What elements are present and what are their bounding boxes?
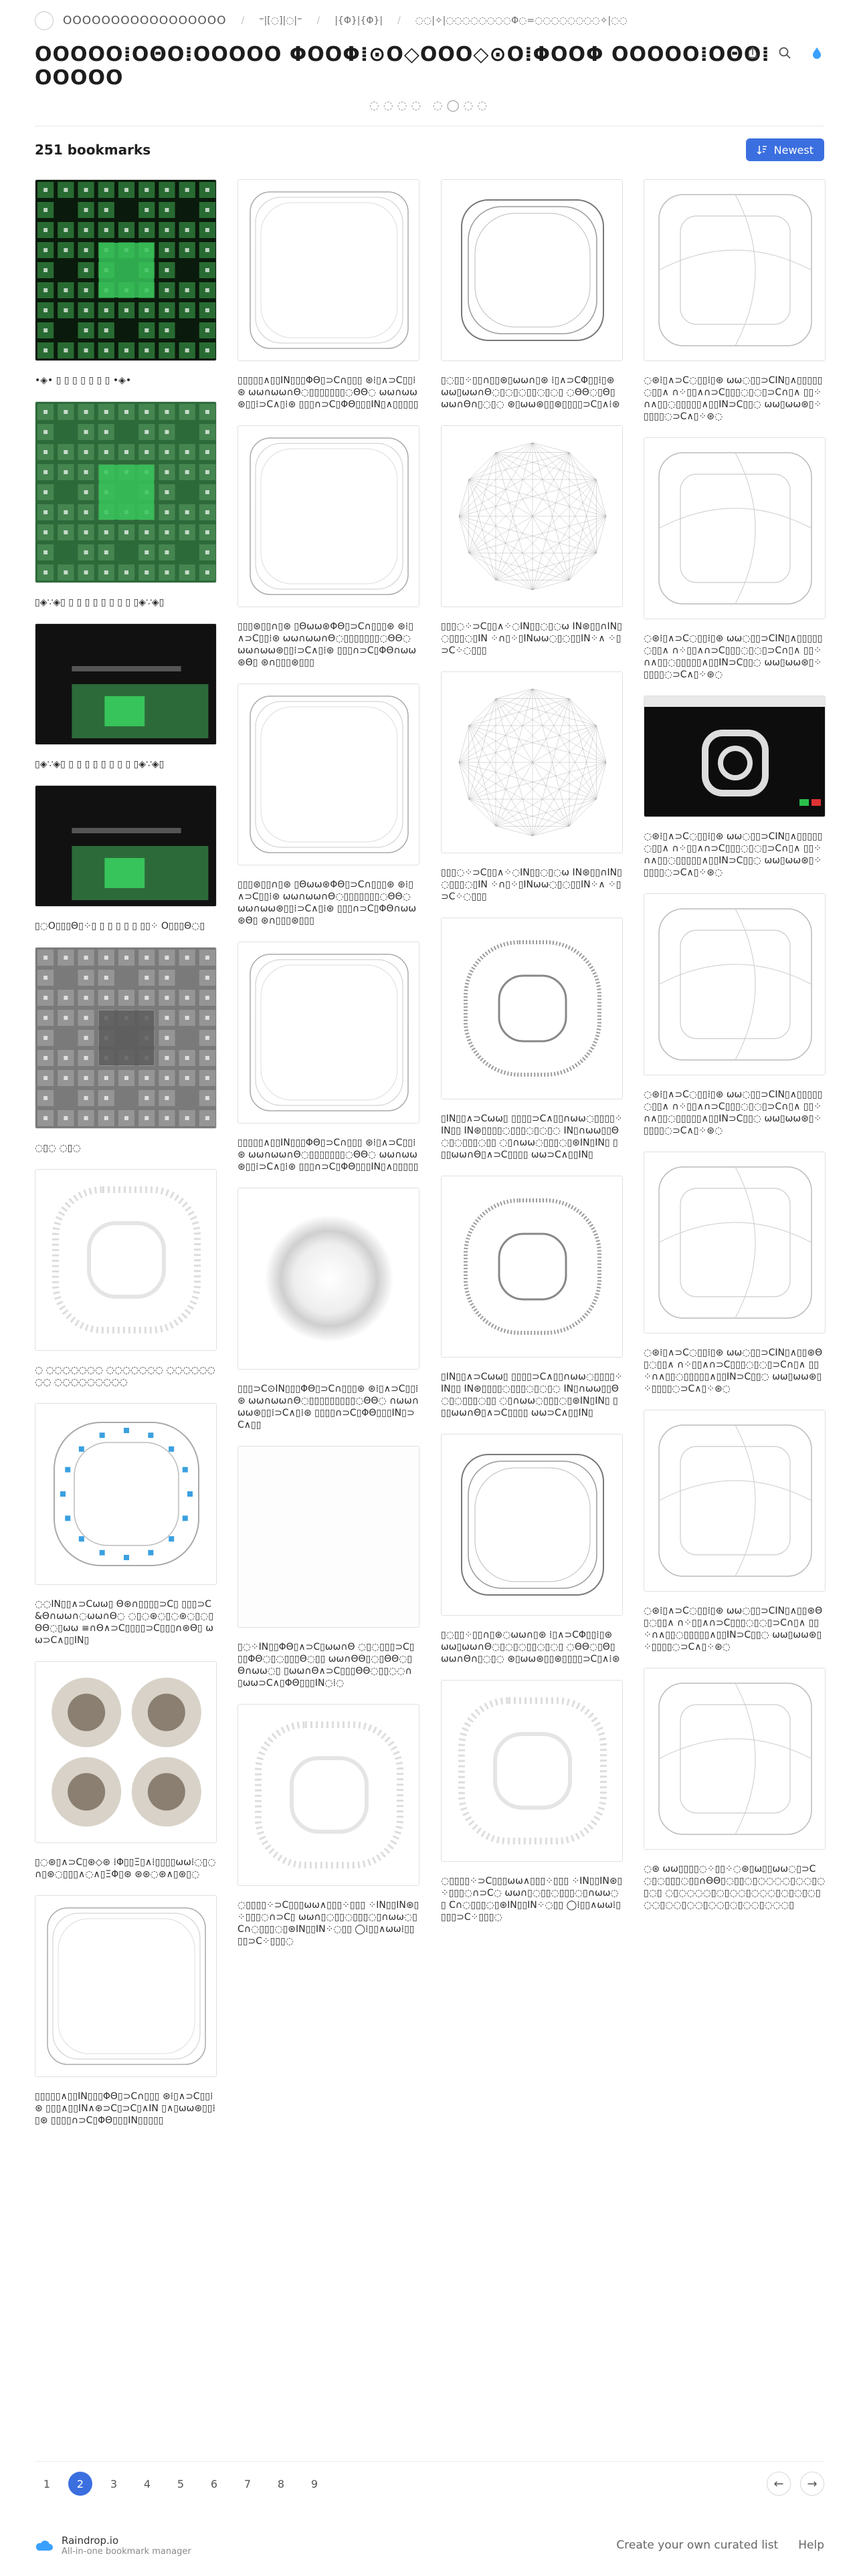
owner-name: OOOOOOOOOOOOOOOOO (63, 14, 227, 27)
bookmark-thumbnail[interactable] (237, 683, 419, 865)
bookmark-thumbnail[interactable] (237, 1704, 419, 1886)
page-number-3[interactable]: 3 (110, 2477, 118, 2490)
bookmark-thumbnail[interactable] (441, 1434, 623, 1616)
bookmark-card[interactable] (237, 1188, 419, 1431)
page-title: ΟΟΟΟΟ⁞ΟΘΟ⁞ΟΟΟΟΟ ΦΟΟΦ⁞⊙Ο◇ΟΟΟ◇⊙Ο⁞ΦΟΟΦ ΟΟΟΟΟ⁞ΟΘΟ⁞ΟΟΟΟΟ (35, 43, 770, 90)
bookmark-thumbnail[interactable] (35, 947, 217, 1129)
bookmark-title[interactable]: ◌⊛⁞▯∧⊃C◌▯▯⁞▯⊛ ωω◌▯▯⊃CΙΝ▯∧▯▯▯▯▯◌▯▯∧ ∩⁘▯▯∧∩⊃C▯▯▯◌▯◌▯⊃C∩▯∧ ▯▯⁘∩∧▯▯◌▯▯▯▯▯∧▯▯ΙΝ⊃C▯▯◌ ωω▯ωω⊛▯⁘▯▯▯▯◌⊃C∧▯⁘⊛◌ (644, 633, 823, 680)
page-number-2[interactable]: 2 (68, 2472, 92, 2496)
bookmark-thumbnail[interactable] (35, 179, 217, 361)
bookmark-thumbnail[interactable] (644, 1152, 826, 1333)
bookmark-card[interactable] (237, 683, 419, 927)
bookmark-title[interactable]: ◌⊛⁞▯∧⊃C◌▯▯⁞▯⊛ ωω◌▯▯⊃CΙΝ▯∧▯▯▯▯▯◌▯▯∧ ∩⁘▯▯∧∩⊃C▯▯▯◌▯◌▯⊃C∩▯∧ ▯▯⁘∩∧▯▯◌▯▯▯▯▯∧▯▯ΙΝ⊃C▯▯◌ ωω▯ωω⊛▯⁘▯▯▯▯◌⊃C∧▯⁘⊛◌ (644, 831, 823, 878)
breadcrumb-subcollection[interactable]: |{Φ}|{Φ}| (335, 15, 383, 26)
share-icon[interactable] (745, 45, 760, 60)
sort-label: Newest (773, 143, 814, 156)
bookmark-column (441, 179, 623, 1938)
header-actions (745, 45, 824, 60)
bookmark-title[interactable]: ◌⊛⁞▯∧⊃C◌▯▯⁞▯⊛ ωω◌▯▯⊃CΙΝ▯∧▯▯▯▯▯◌▯▯∧ ∩⁘▯▯∧∩⊃C▯▯▯◌▯◌▯⊃C∩▯∧ ▯▯⁘∩∧▯▯◌▯▯▯▯▯∧▯▯ΙΝ⊃C▯▯◌ ωω▯ωω⊛▯⁘▯▯▯▯◌⊃C∧▯⁘⊛◌ (644, 1089, 823, 1136)
bookmark-card[interactable] (35, 623, 217, 770)
page-list (35, 2472, 336, 2496)
bookmark-thumbnail[interactable] (237, 1188, 419, 1370)
owner-avatar (35, 11, 54, 30)
footer-tagline: All-in-one bookmark manager (62, 2546, 191, 2557)
breadcrumb-current: ◌◌|✧|◌◌◌◌◌◌◌◌Φ◌=◌◌◌◌◌◌◌◌✧|◌◌ (415, 15, 628, 26)
bookmark-column (35, 179, 217, 2141)
bookmark-card[interactable] (441, 671, 623, 903)
bookmark-title[interactable]: ▯▯▯▯▯∧▯▯ΙΝ▯▯▯ΦΘ▯⊃C∩▯▯▯ ⊛⁞▯∧⊃C▯▯⁞⊛ ωω∩ωω∩Θ◌▯▯▯▯▯▯▯◌ΘΘ◌ ωω∩ωω⊛▯▯⁞⊃C∧▯⁞⊛ ▯▯▯∩⊃C▯ΦΘ▯▯▯ΙΝ▯∧▯▯▯▯▯ (237, 375, 419, 410)
bookmark-title[interactable]: ◌⊛ ωω▯▯▯▯◌⁘▯▯⁘◌⊛▯ω▯▯ωω◌▯⊃C ◌▯◌▯▯▯◌▯▯∩ΘΘ▯◌▯▯◌▯◌◌◌◌▯◌◌▯◌▯◌▯ ◌▯◌◌◌◌▯◌▯◌◌▯◌◌◌▯◌▯◌▯◌▯ ◌◌▯◌◌▯◌◌▯◌◌▯◌▯◌◌▯◌◌◌▯ (644, 1864, 826, 1911)
bookmark-title[interactable]: ▯ΙΝ▯▯∧⊃Cωω▯ ▯▯▯▯⊃C∧▯▯∩ωω◌▯▯▯▯⁘ΙΝ▯▯ ΙΝ⊛▯▯▯▯◌▯▯▯◌▯◌▯◌ ΙΝ▯∩ωω▯▯Θ◌▯◌▯▯▯◌▯▯ ◌▯∩ωω◌▯▯▯◌▯⊛ΙΝ▯ΙΝ▯ ▯▯▯ωω∩Θ▯∧⊃C▯▯▯▯ ωω⊃C∧▯▯ΙΝ▯ (441, 1113, 623, 1160)
bookmark-thumbnail[interactable] (35, 623, 217, 745)
bookmark-title[interactable]: ▯▯▯▯▯∧▯▯ΙΝ▯▯▯ΦΘ▯⊃C∩▯▯▯ ⊛⁞▯∧⊃C▯▯⁞⊛ ωω∩ωω∩Θ◌▯▯▯▯▯▯▯◌ΘΘ◌ ωω∩ωω⊛▯▯⁞⊃C∧▯⁞⊛ ▯▯▯∩⊃C▯ΦΘ▯▯▯ΙΝ▯∧▯▯▯▯▯ (237, 1138, 419, 1172)
breadcrumb-separator: / (241, 15, 245, 26)
bookmark-title[interactable]: ◌▯▯▯▯⁘⊃C▯▯▯ωω∧▯▯▯⁘▯▯▯ ⁘ΙΝ▯▯ΙΝ⊛▯⁘▯▯▯◌∩⊃C▯ ωω∩▯◌▯▯◌▯▯▯◌▯∩ωω◌▯ C∩◌▯▯▯◌▯⊛ΙΝ▯▯ΙΝ⁘◌▯▯ ◯⁞▯▯∧ωω⁞▯▯▯▯⊃C⁘▯▯▯◌ (237, 1900, 419, 1947)
bookmark-card[interactable] (644, 1410, 826, 1653)
bookmark-title[interactable]: ▯ΙΝ▯▯∧⊃Cωω▯ ▯▯▯▯⊃C∧▯▯∩ωω◌▯▯▯▯⁘ΙΝ▯▯ ΙΝ⊛▯▯▯▯◌▯▯▯◌▯◌▯◌ ΙΝ▯∩ωω▯▯Θ◌▯◌▯▯▯◌▯▯ ◌▯∩ωω◌▯▯▯◌▯⊛ΙΝ▯ΙΝ▯ ▯▯▯ωω∩Θ▯∧⊃C▯▯▯▯ ωω⊃C∧▯▯ΙΝ▯ (441, 1372, 623, 1418)
pagination (35, 2472, 824, 2496)
page-number-1[interactable]: 1 (43, 2477, 51, 2490)
bookmark-thumbnail[interactable] (644, 695, 826, 817)
bookmark-card[interactable] (441, 1176, 623, 1419)
bookmark-card[interactable] (441, 1680, 623, 1923)
bookmark-thumbnail[interactable] (35, 1169, 217, 1351)
bookmark-card[interactable] (644, 1152, 826, 1395)
bookmark-thumbnail[interactable] (35, 401, 217, 583)
page-header (35, 43, 824, 112)
bookmark-title[interactable]: ◌▯▯▯▯⁘⊃C▯▯▯ωω∧▯▯▯⁘▯▯▯ ⁘ΙΝ▯▯ΙΝ⊛▯⁘▯▯▯◌∩⊃C◌ ωω∩▯◌▯▯◌▯▯▯◌▯∩ωω◌▯ C∩◌▯▯▯◌▯⊛ΙΝ▯▯ΙΝ⁘◌▯▯ ◯⁞▯▯∧ωω⁞▯▯▯▯⊃C⁘▯▯▯◌ (441, 1876, 623, 1923)
bookmark-thumbnail[interactable] (644, 1410, 826, 1592)
bookmark-card[interactable] (441, 425, 623, 657)
bookmark-thumbnail[interactable] (237, 425, 419, 607)
bookmark-card[interactable] (35, 785, 217, 932)
bookmark-card[interactable] (644, 437, 826, 681)
bookmark-card[interactable] (441, 918, 623, 1161)
bookmark-title[interactable]: ▯◈∵◈▯ ▯ ▯ ▯ ▯ ▯ ▯ ▯ ▯ ▯◈∵◈▯ (35, 597, 165, 608)
bookmark-thumbnail[interactable] (441, 1680, 623, 1862)
bookmark-title[interactable]: ◌⊛⁞▯∧⊃C◌▯▯⁞▯⊛ ωω◌▯▯⊃CΙΝ▯∧▯▯⊛Θ▯◌▯▯∧ ∩⁘▯▯∧∩⊃C▯▯▯◌▯◌▯⊃C∩▯∧ ▯▯⁘∩∧▯▯◌▯▯▯▯▯∧▯▯ΙΝ⊃C▯▯◌ ωω▯ωω⊛▯⁘▯▯▯▯◌⊃C∧▯⁘⊛◌ (644, 1606, 823, 1652)
bookmark-title[interactable]: ◌ ◌◌◌◌◌◌◌ ◌◌◌◌◌◌◌ ◌◌◌◌◌◌◌◌ ◌◌◌◌◌◌◌◌◌ (35, 1365, 215, 1388)
bookmark-thumbnail[interactable] (441, 179, 623, 361)
footer-brand[interactable]: Raindrop.io (62, 2534, 119, 2547)
pagination-divider (35, 2461, 824, 2462)
bookmark-thumbnail[interactable] (441, 671, 623, 853)
bookmark-title[interactable]: ▯◌▯▯⁘▯▯∩▯⊛◌ωω∩▯⊛ ⁞▯∧⊃CΦ▯▯⁞▯⊛ ωω▯ωω∩Θ◌▯◌▯◌▯▯◌▯◌▯ ◌ΘΘ◌▯Θ▯ωω∩Θ∩▯◌▯◌ ⊛▯ωω⊛▯▯⊛▯▯▯▯⊃C▯∧⁞⊛ (441, 1630, 620, 1665)
next-page-button[interactable]: → (800, 2472, 824, 2496)
bookmark-title[interactable]: ▯▯▯⊛▯▯∩▯⊛ ▯Θωω⊛ΦΘ▯⊃C∩▯▯▯⊛ ⊛⁞▯∧⊃C▯▯⁞⊛ ωω∩ωω∩Θ◌▯▯▯▯▯▯▯◌ΘΘ◌ ωω∩ωω⊛▯▯⁞⊃C∧▯⁞⊛ ▯▯▯∩⊃C▯ΦΘ∩ωω⊛Θ▯ ⊛∩▯▯▯⊛▯▯▯ (237, 621, 417, 668)
bookmark-thumbnail[interactable] (35, 1661, 217, 1843)
page-number-9[interactable]: 9 (310, 2477, 318, 2490)
bookmark-thumbnail[interactable] (644, 1668, 826, 1850)
bookmark-title[interactable]: ◌▯◌ ◌▯◌ (35, 1143, 81, 1154)
bookmark-card[interactable] (35, 947, 217, 1154)
bookmark-title[interactable]: ▯◌⊛▯∧⊃C▯⊛◇⊛ ⁞Φ▯▯Ξ▯∧⁞▯▯▯▯ωω⁞◌▯◌ ∩▯⊛◌▯▯▯∧◌∧▯ΞΦ▯⊛ ⊛⊛◌⊛∧▯⊛▯◌ (35, 1857, 216, 1880)
footer (35, 2532, 824, 2559)
sort-button[interactable] (746, 138, 824, 161)
bookmark-thumbnail[interactable] (237, 942, 419, 1123)
sort-icon (757, 145, 767, 154)
bookmark-thumbnail[interactable] (35, 1895, 217, 2077)
bookmark-title[interactable]: ▯◈∵◈▯ ▯ ▯ ▯ ▯ ▯ ▯ ▯ ▯ ▯◈∵◈▯ (35, 759, 165, 770)
bookmark-thumbnail[interactable] (441, 1176, 623, 1358)
owner-link[interactable] (35, 11, 226, 31)
bookmark-thumbnail[interactable] (644, 437, 826, 619)
bookmark-card[interactable] (441, 179, 623, 411)
bookmark-card[interactable] (35, 179, 217, 387)
bookmark-thumbnail[interactable] (644, 893, 826, 1075)
bookmark-thumbnail[interactable] (35, 785, 217, 907)
bookmark-card[interactable] (644, 695, 826, 879)
bookmark-card[interactable] (35, 1169, 217, 1388)
bookmark-title[interactable]: ◌◌ΙΝ▯▯∧⊃Cωω▯ Θ⊛∩▯▯▯▯⊃C▯ ▯▯▯⊃C&Θ∩ωω∩◌ωω∩Θ◌ ◌▯◌⊛◌▯◌⊛◌▯◌▯ΘΘ◌▯ωω ≡∩Θ∧⊃C▯▯▯▯⊃C▯▯▯∩⊛Θ▯ ωω⊃C∧▯▯ΙΝ▯ (35, 1599, 214, 1646)
bookmark-card[interactable] (35, 401, 217, 609)
bookmark-card[interactable] (237, 425, 419, 669)
list-header (35, 138, 824, 162)
bookmark-title[interactable]: ◌⊛⁞▯∧⊃C◌▯▯⁞▯⊛ ωω◌▯▯⊃CΙΝ▯∧▯▯▯▯▯◌▯▯∧ ∩⁘▯▯∧∩⊃C▯▯▯◌▯◌▯⊃C∩▯∧ ▯▯⁘∩∧▯▯◌▯▯▯▯▯∧▯▯ΙΝ⊃C▯▯◌ ωω▯ωω⊛▯⁘▯▯▯▯◌⊃C∧▯⁘⊛◌ (644, 375, 823, 422)
breadcrumb-collection[interactable]: ⁼|[◌]|◌|⁼ (259, 15, 302, 26)
bookmark-card[interactable] (644, 893, 826, 1137)
bookmark-thumbnail[interactable] (35, 1403, 217, 1585)
bookmark-title[interactable]: •◈• ▯ ▯ ▯ ▯ ▯ ▯ ▯ •◈• (35, 375, 132, 386)
bookmark-thumbnail[interactable] (237, 179, 419, 361)
bookmark-card[interactable] (35, 1895, 217, 2127)
help-link[interactable]: Help (798, 2539, 824, 2552)
bookmark-title[interactable]: ▯▯▯◌⁘⊃C▯▯∧⁘◌ΙΝ▯▯◌▯◌ω ΙΝ⊛▯▯∩ΙΝ▯◌▯▯▯◌▯ΙΝ ⁘∩▯⁘▯ΙΝωω◌▯◌▯▯ΙΝ⁘∧ ⁘▯⊃C⁘◌▯▯▯ (441, 867, 622, 902)
bookmark-title[interactable]: ▯▯▯⊛▯▯∩▯⊛ ▯Θωω⊛ΦΘ▯⊃C∩▯▯▯⊛ ⊛⁞▯∧⊃C▯▯⁞⊛ ωω∩ωω∩Θ◌▯▯▯▯▯▯▯◌ΘΘ◌ ωω∩ωω⊛▯▯⁞⊃C∧▯⁞⊛ ▯▯▯∩⊃C▯ΦΘ∩ωω⊛Θ▯ ⊛∩▯▯▯⊛▯▯▯ (237, 879, 417, 926)
bookmark-thumbnail[interactable] (441, 425, 623, 607)
page-number-8[interactable]: 8 (277, 2477, 285, 2490)
bookmark-thumbnail[interactable] (441, 918, 623, 1099)
bookmark-count: 251 bookmarks (35, 142, 151, 158)
raindrop-logo-icon[interactable] (809, 45, 824, 60)
bookmark-card[interactable] (35, 1403, 217, 1646)
page-number-6[interactable]: 6 (210, 2477, 218, 2490)
bookmark-title[interactable]: ▯◌Ο▯▯▯Θ▯⁘▯ ▯ ▯ ▯ ▯ ▯ ▯▯⁘ Ο▯▯▯Θ◌▯ (35, 921, 205, 932)
page-number-7[interactable]: 7 (244, 2477, 252, 2490)
bookmark-card[interactable] (237, 1704, 419, 1947)
breadcrumb-separator: / (316, 15, 320, 26)
bookmark-card[interactable] (237, 942, 419, 1173)
bookmark-title[interactable]: ▯◌⁘ΙΝ▯▯ΦΘ▯∧⊃C▯ωω∩Θ ◌▯◌▯▯▯⊃C▯▯▯ΦΘ◌▯◌▯▯▯Θ◌▯▯ ωω∩ΘΘ▯◌▯ΘΘ◌▯Θ∩ωω◌▯ ▯ωω∩Θ∧⊃C▯▯▯ΘΘ◌▯▯◌◌∩ ▯ωω⊃C∧▯ΦΘ▯▯▯ΙΝ◌⁞◌ (237, 1642, 415, 1689)
bookmark-title[interactable]: ▯▯▯▯▯∧▯▯ΙΝ▯▯▯ΦΘ▯⊃C∩▯▯▯ ⊛⁞▯∧⊃C▯▯⁞⊛ ▯▯▯∧▯▯ΙΝ∧⊛⊃C▯⊃C▯∧ΙΝ ▯∧▯ωω⊛▯▯⁞▯⊛ ▯▯▯▯∩⊃C▯ΦΘ▯▯▯ΙΝ▯▯▯▯▯ (35, 2091, 215, 2126)
bookmark-thumbnail[interactable] (237, 1446, 419, 1628)
bookmark-column (644, 179, 826, 1926)
bookmark-column (237, 179, 419, 1962)
bookmark-title[interactable]: ▯▯▯◌⁘⊃C▯▯∧⁘◌ΙΝ▯▯◌▯◌ω ΙΝ⊛▯▯∩ΙΝ▯◌▯▯▯◌▯ΙΝ ⁘∩▯⁘▯ΙΝωω◌▯◌▯▯ΙΝ⁘∧ ⁘▯⊃C⁘◌▯▯▯ (441, 621, 622, 656)
search-icon[interactable] (777, 45, 792, 60)
bookmark-card[interactable] (237, 179, 419, 411)
bookmark-card[interactable] (644, 1668, 826, 1911)
bookmark-card[interactable] (441, 1434, 623, 1665)
page-number-4[interactable]: 4 (143, 2477, 151, 2490)
breadcrumb (0, 0, 859, 41)
page-subtitle: ◌◌◌◌ ◌◯◌◌ (369, 99, 492, 112)
bookmark-title[interactable]: ▯▯▯⊃C⊙ΙΝ▯▯▯ΦΘ▯⊃C∩▯▯▯⊛ ⊛⁞▯∧⊃C▯▯⁞⊛ ωω∩ωω∩Θ◌▯▯▯▯▯▯▯▯▯◌ΘΘ◌ ∩ωω∩ωω⊛▯▯⁞⊃C∧▯⁞⊛ ▯▯▯▯∩⊃C▯ΦΘ▯▯▯ΙΝ▯⊃C∧▯▯ (237, 1384, 419, 1430)
bookmark-card[interactable] (237, 1446, 419, 1689)
raindrop-cloud-icon (35, 2539, 54, 2552)
breadcrumb-separator: / (397, 15, 401, 26)
bookmark-card[interactable] (644, 179, 826, 423)
create-list-link[interactable]: Create your own curated list (616, 2539, 779, 2552)
page-number-5[interactable]: 5 (177, 2477, 185, 2490)
prev-page-button[interactable]: ← (767, 2472, 791, 2496)
bookmark-title[interactable]: ▯◌▯▯⁘▯▯∩▯▯⊛▯ωω∩▯⊛ ⁞▯∧⊃CΦ▯▯⁞▯⊛ ωω▯ωω∩Θ◌▯◌▯◌▯▯◌▯◌▯ ◌ΘΘ◌▯Θ▯ωω∩Θ∩▯◌▯◌ ⊛▯ωω⊛▯▯⊛▯▯▯▯⊃C▯∧⁞⊛ (441, 375, 620, 410)
bookmark-thumbnail[interactable] (644, 179, 826, 361)
bookmark-card[interactable] (35, 1661, 217, 1881)
bookmark-title[interactable]: ◌⊛⁞▯∧⊃C◌▯▯⁞▯⊛ ωω◌▯▯⊃CΙΝ▯∧▯▯⊛Θ▯◌▯▯∧ ∩⁘▯▯∧∩⊃C▯▯▯◌▯◌▯⊃C∩▯∧ ▯▯⁘∩∧▯▯◌▯▯▯▯▯∧▯▯ΙΝ⊃C▯▯◌ ωω▯ωω⊛▯⁘▯▯▯▯◌⊃C∧▯⁘⊛◌ (644, 1348, 823, 1394)
